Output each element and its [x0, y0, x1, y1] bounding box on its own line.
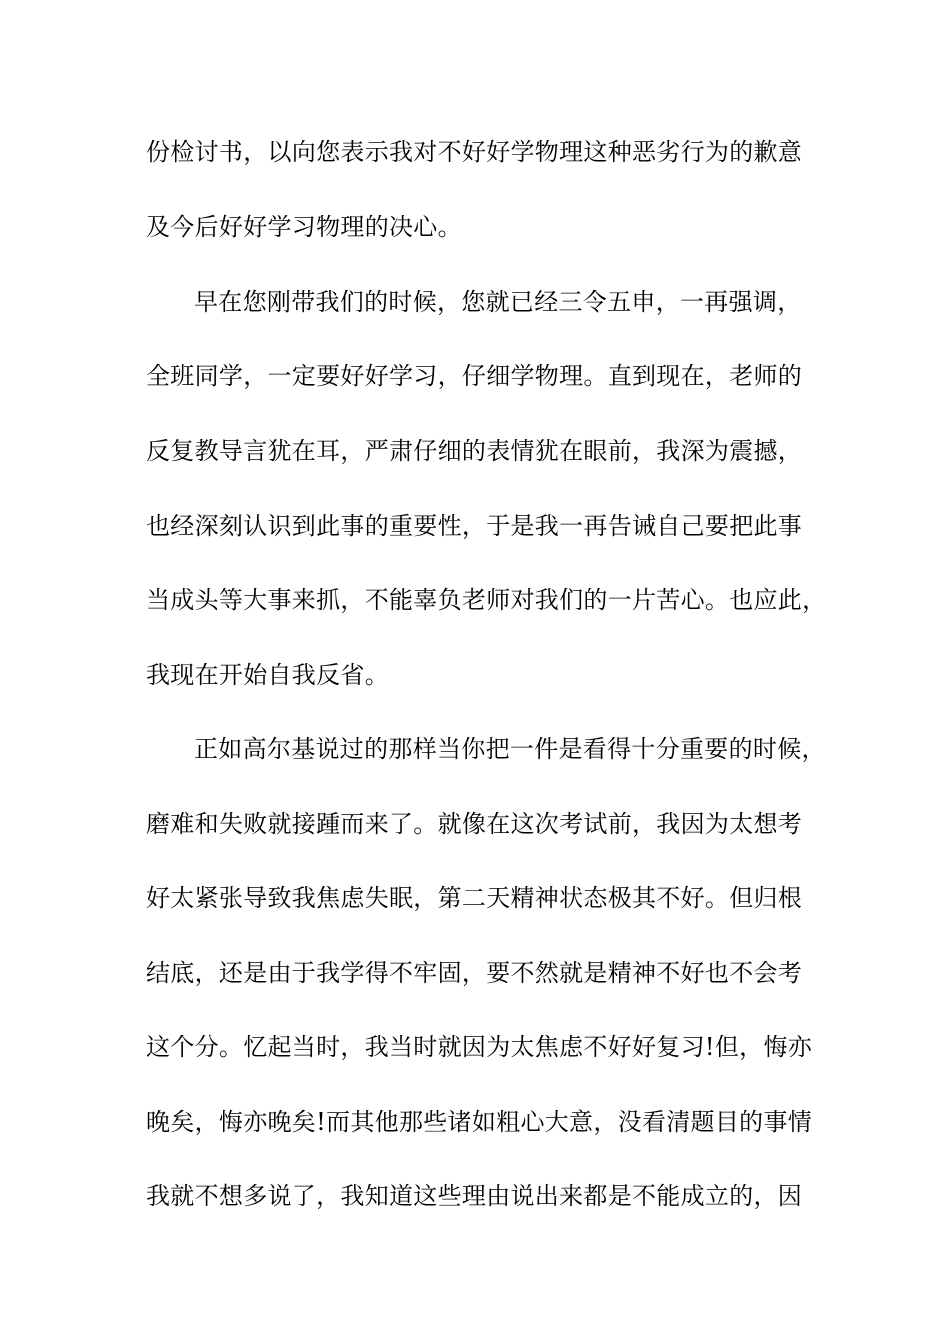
text-line-6: 也经深刻认识到此事的重要性，于是我一再告诫自己要把此事	[146, 512, 803, 540]
text-line-2: 及今后好好学习物理的决心。	[146, 213, 462, 241]
text-line-4: 全班同学，一定要好好学习，仔细学物理。直到现在，老师的	[146, 362, 803, 390]
text-line-13: 这个分。忆起当时，我当时就因为太焦虑不好好复习!但，悔亦	[146, 1033, 813, 1061]
text-line-8: 我现在开始自我反省。	[146, 661, 389, 689]
text-line-12: 结底，还是由于我学得不牢固，要不然就是精神不好也不会考	[146, 959, 803, 987]
text-line-11: 好太紧张导致我焦虑失眠，第二天精神状态极其不好。但归根	[146, 884, 803, 912]
text-line-10: 磨难和失败就接踵而来了。就像在这次考试前，我因为太想考	[146, 810, 803, 838]
text-line-5: 反复教导言犹在耳，严肃仔细的表情犹在眼前，我深为震撼，	[146, 437, 803, 465]
paragraph-start-line-3: 早在您刚带我们的时候，您就已经三令五申，一再强调，	[194, 288, 802, 316]
text-line-1: 份检讨书，以向您表示我对不好好学物理这种恶劣行为的歉意	[146, 138, 803, 166]
text-line-15: 我就不想多说了，我知道这些理由说出来都是不能成立的，因	[146, 1182, 803, 1210]
paragraph-start-line-9: 正如高尔基说过的那样当你把一件是看得十分重要的时候，	[194, 735, 826, 763]
text-line-14: 晚矣，悔亦晚矣!而其他那些诸如粗心大意，没看清题目的事情	[146, 1108, 813, 1136]
text-line-7: 当成头等大事来抓，不能辜负老师对我们的一片苦心。也应此，	[146, 586, 827, 614]
